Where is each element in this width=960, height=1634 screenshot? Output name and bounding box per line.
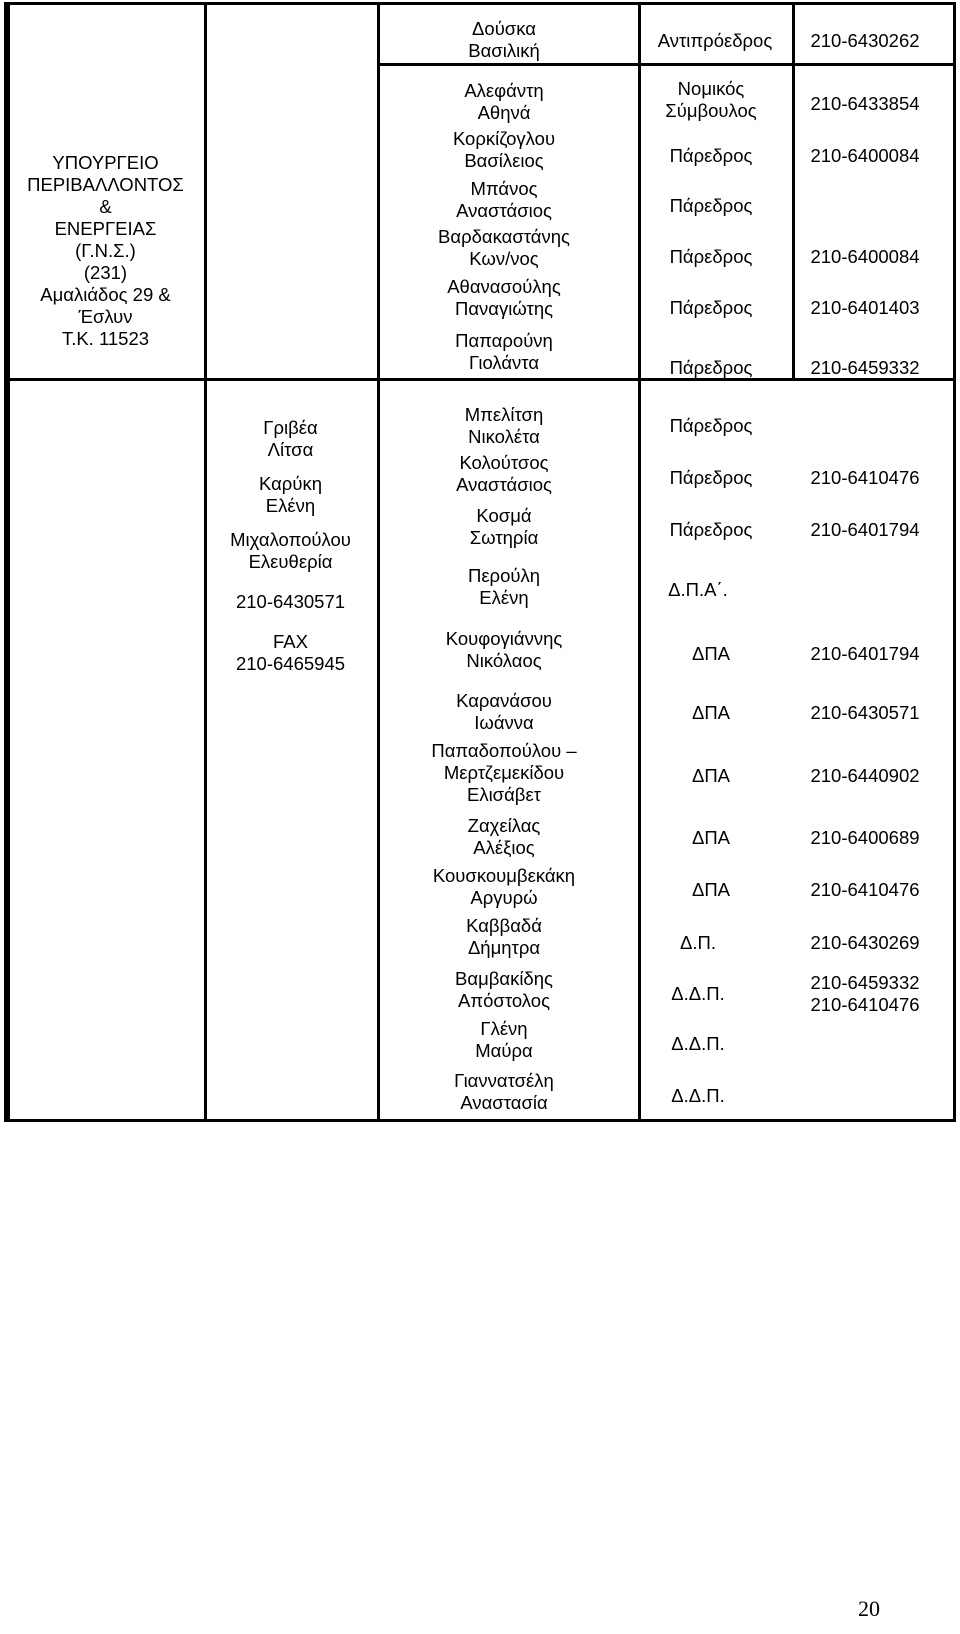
firstname: Μαύρα: [475, 1040, 533, 1061]
phone-number: 210-6400084: [810, 246, 920, 267]
surname: Παπαδοπούλου –: [431, 740, 577, 761]
list-item: [380, 178, 628, 222]
firstname: Ιωάννα: [474, 712, 534, 733]
header-role: Αντιπρόεδρος: [657, 30, 773, 51]
role-line: Σύμβουλος: [665, 100, 757, 121]
surname: Ζαχείλας: [467, 815, 541, 836]
secretariat-staff: [204, 417, 377, 675]
ministry-line: Έσλυν: [78, 306, 133, 327]
list-item: [380, 628, 628, 672]
list-item: [380, 815, 628, 859]
role-label: Πάρεδρος: [669, 145, 753, 166]
list-item: [380, 404, 628, 448]
list-item: [380, 330, 628, 374]
list-item: [380, 276, 628, 320]
firstname: Ελένη: [479, 587, 529, 608]
role-label: ΔΠΑ: [691, 879, 731, 900]
role-label: Δ.Π.: [680, 932, 716, 953]
surname: Κοσμά: [476, 505, 532, 526]
phone-number: 210-6401794: [810, 519, 920, 540]
secretariat-phone: 210-6430571: [235, 591, 346, 612]
header-firstname: Βασιλική: [468, 40, 540, 61]
staff-surname: Γριβέα: [263, 417, 318, 438]
list-item: [380, 80, 628, 124]
staff-firstname: Λίτσα: [267, 439, 314, 460]
firstname: Βασίλειος: [464, 150, 544, 171]
surname: Μπάνος: [470, 178, 538, 199]
list-item: [380, 226, 628, 270]
phone-number: 210-6459332: [810, 972, 920, 993]
ministry-line: (231): [83, 262, 128, 283]
staff-surname: Καρύκη: [259, 473, 322, 494]
list-item: [380, 740, 628, 806]
phone-number: 210-6430571: [810, 702, 920, 723]
staff-firstname: Ελευθερία: [248, 551, 333, 572]
role-label: ΔΠΑ: [691, 765, 731, 786]
firstname: Ελισάβετ: [466, 784, 541, 805]
role-label: Δ.Π.Α΄.: [668, 579, 728, 600]
ministry-line: Τ.Κ. 11523: [61, 328, 150, 349]
header-surname: Δούσκα: [472, 18, 536, 39]
firstname: Απόστολος: [458, 990, 550, 1011]
firstname: Αναστάσιος: [456, 200, 552, 221]
firstname: Αναστάσιος: [456, 474, 552, 495]
phone-number: 210-6430269: [810, 932, 920, 953]
phone-number-block: [790, 972, 940, 1016]
surname: Βαρδακαστάνης: [438, 226, 570, 247]
surname: Βαμβακίδης: [455, 968, 553, 989]
role-label: [652, 78, 770, 122]
role-label: Πάρεδρος: [669, 415, 753, 436]
surname: Καββαδά: [466, 915, 542, 936]
firstname: Σωτηρία: [469, 527, 539, 548]
list-item: [380, 128, 628, 172]
phone-number: 210-6459332: [810, 357, 920, 378]
surname: Κουφογιάννης: [445, 628, 563, 649]
role-label: Πάρεδρος: [669, 519, 753, 540]
phone-number: 210-6400689: [810, 827, 920, 848]
ministry-line: ΥΠΟΥΡΓΕΙΟ: [52, 152, 159, 173]
role-label: Πάρεδρος: [669, 357, 753, 378]
column-divider-3: [638, 5, 641, 1119]
phone-number: 210-6433854: [810, 93, 920, 114]
surname: Μπελίτση: [464, 404, 544, 425]
phone-number: 210-6400084: [810, 145, 920, 166]
role-label: Πάρεδρος: [669, 467, 753, 488]
role-label: Δ.Δ.Π.: [671, 1033, 725, 1054]
firstname: Αθηνά: [477, 102, 531, 123]
ministry-line: &: [99, 196, 112, 217]
phone-number: 210-6410476: [810, 467, 920, 488]
ministry-line: Αμαλιάδος 29 &: [40, 284, 171, 305]
header-row-divider: [377, 63, 953, 66]
phone-number: 210-6401794: [810, 643, 920, 664]
surname: Αθανασούλης: [447, 276, 561, 297]
surname: Γλένη: [480, 1018, 528, 1039]
firstname: Αργυρώ: [470, 887, 538, 908]
list-item: [380, 452, 628, 496]
firstname: Νικόλαος: [466, 650, 542, 671]
list-item: [380, 865, 628, 909]
surname: Αλεφάντη: [464, 80, 544, 101]
staff-firstname: Ελένη: [265, 495, 316, 516]
surname: Κουσκουμβεκάκη: [432, 865, 576, 886]
phone-number: 210-6401403: [810, 297, 920, 318]
staff-surname: Μιχαλοπούλου: [230, 529, 351, 550]
page-number: 20: [858, 1596, 880, 1621]
ministry-address: [7, 152, 204, 350]
role-label: ΔΠΑ: [691, 827, 731, 848]
role-label: ΔΠΑ: [691, 643, 731, 664]
surname-2: Μερτζεμεκίδου: [443, 762, 565, 783]
firstname: Αλέξιος: [473, 837, 535, 858]
role-label: Πάρεδρος: [669, 246, 753, 267]
list-item: [380, 690, 628, 734]
header-name: [377, 18, 631, 62]
surname: Γιαννατσέλη: [454, 1070, 554, 1091]
firstname: Παναγιώτης: [454, 298, 554, 319]
list-item: [380, 505, 628, 549]
role-label: Δ.Δ.Π.: [671, 1085, 725, 1106]
ministry-line: (Γ.Ν.Σ.): [75, 240, 136, 261]
role-label: Δ.Δ.Π.: [671, 983, 725, 1004]
firstname: Γιολάντα: [468, 352, 540, 373]
surname: Κορκίζογλου: [452, 128, 556, 149]
firstname: Δήμητρα: [467, 937, 541, 958]
role-line: Νομικός: [677, 78, 745, 99]
fax-label: FAX: [273, 631, 308, 652]
surname: Καρανάσου: [456, 690, 552, 711]
list-item: [380, 565, 628, 609]
ministry-line: ΠΕΡΙΒΑΛΛΟΝΤΟΣ: [27, 174, 184, 195]
surname: Περούλη: [467, 565, 541, 586]
role-label: Πάρεδρος: [669, 195, 753, 216]
firstname: Αναστασία: [460, 1092, 548, 1113]
surname: Παπαρούνη: [455, 330, 553, 351]
list-item: [380, 1018, 628, 1062]
phone-number: 210-6440902: [810, 765, 920, 786]
surname: Κολούτσος: [459, 452, 549, 473]
firstname: Κων/νος: [469, 248, 539, 269]
role-label: Πάρεδρος: [669, 297, 753, 318]
phone-number: 210-6410476: [810, 994, 920, 1015]
header-phone: 210-6430262: [810, 30, 920, 51]
column-divider-4: [792, 5, 795, 380]
role-label: ΔΠΑ: [691, 702, 731, 723]
phone-number: 210-6410476: [810, 879, 920, 900]
firstname: Νικολέτα: [468, 426, 540, 447]
fax-number: 210-6465945: [235, 653, 346, 674]
list-item: [380, 915, 628, 959]
list-item: [380, 1070, 628, 1114]
list-item: [380, 968, 628, 1012]
ministry-line: ΕΝΕΡΓΕΙΑΣ: [54, 218, 157, 239]
